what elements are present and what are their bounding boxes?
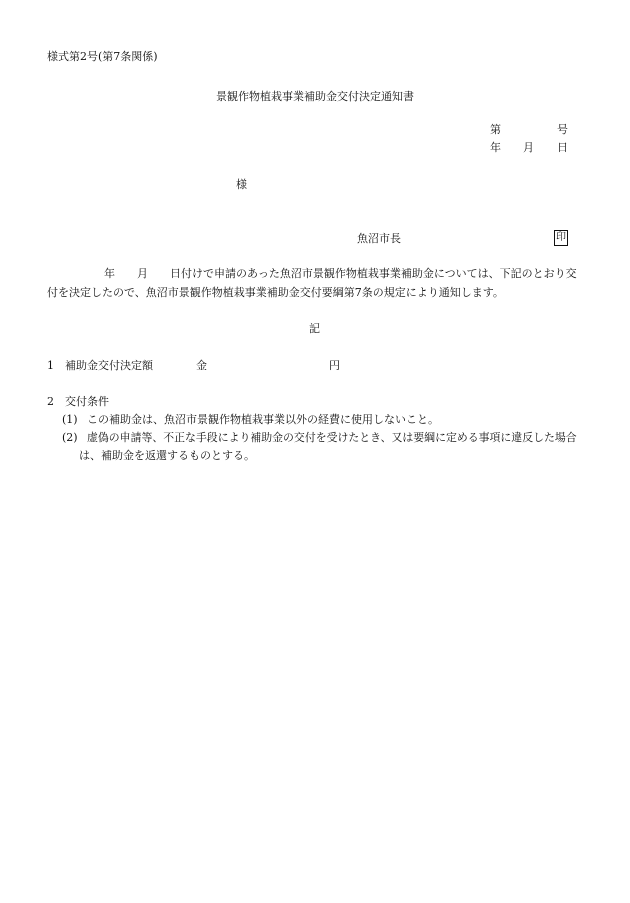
section1-label: 1 補助金交付決定額 [47, 359, 153, 372]
doc-number-go: 号 [557, 123, 568, 136]
item2-text-cont: は、補助金を返還するものとする。 [79, 449, 255, 462]
body-line1: 日付けで申請のあった魚沼市景観作物植栽事業補助金については、下記のとおり交 [170, 267, 577, 280]
date-day: 日 [557, 141, 568, 154]
addressee-sama: 様 [236, 178, 247, 191]
section1-yen: 円 [329, 359, 340, 372]
item2-number: (2) [62, 431, 78, 444]
document-title: 景観作物植栽事業補助金交付決定通知書 [216, 90, 414, 103]
body-month: 月 [137, 267, 148, 280]
date-year: 年 [490, 141, 501, 154]
date-month: 月 [523, 141, 534, 154]
body-line2: 付を決定したので、魚沼市景観作物植栽事業補助金交付要綱第7条の規定により通知します。 [47, 286, 504, 299]
doc-number-dai: 第 [490, 123, 501, 136]
ki-heading: 記 [309, 322, 320, 335]
item1-text: この補助金は、魚沼市景観作物植栽事業以外の経費に使用しないこと。 [87, 413, 439, 426]
section2-label: 2 交付条件 [47, 395, 109, 408]
item1-number: (1) [62, 413, 78, 426]
section1-kin: 金 [196, 359, 207, 372]
item2-text: 虚偽の申請等、不正な手段により補助金の交付を受けたとき、又は要綱に定める事項に違反した場合 [87, 431, 577, 444]
form-number: 様式第2号(第7条関係) [47, 50, 158, 63]
issuer-name: 魚沼市長 [357, 232, 401, 245]
seal-mark: 印 [554, 230, 568, 246]
body-year: 年 [104, 267, 115, 280]
